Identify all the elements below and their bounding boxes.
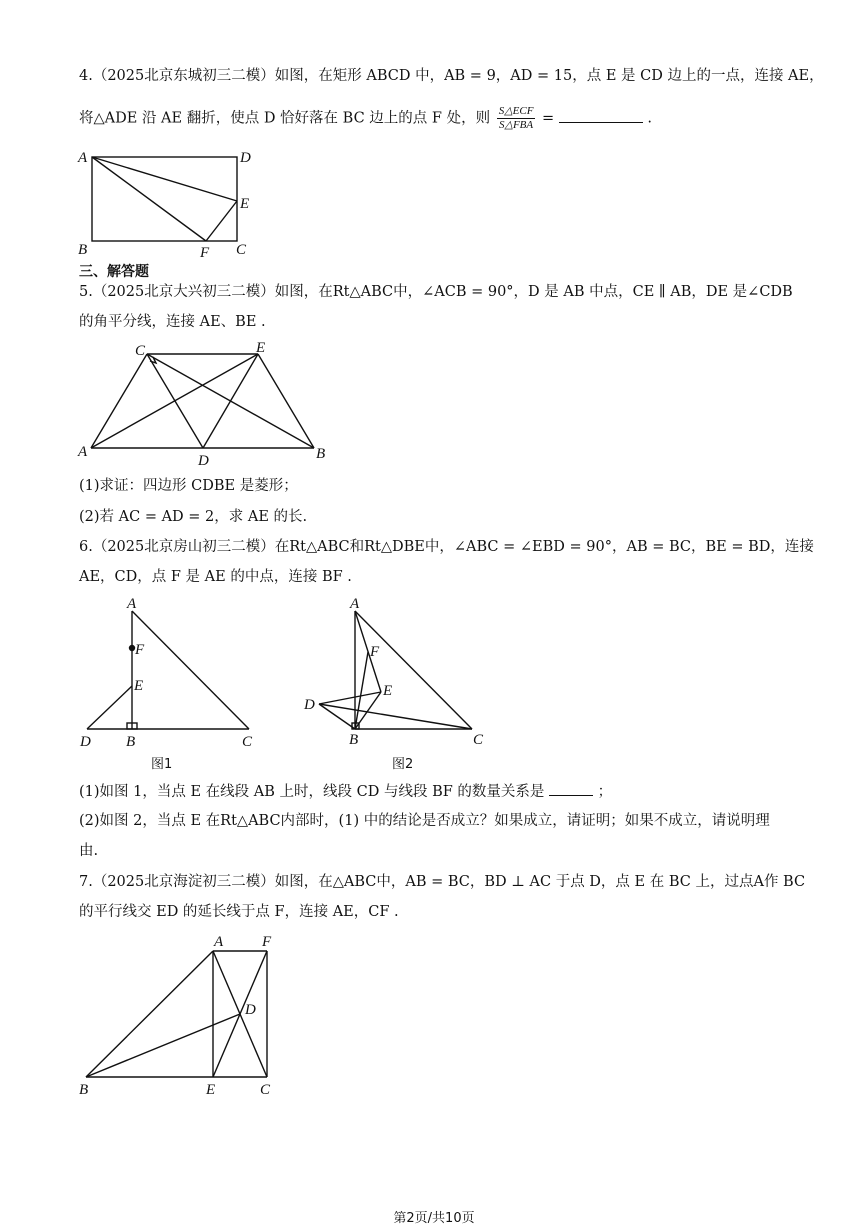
point-f [130, 646, 135, 651]
label-b: B [79, 1082, 89, 1098]
label-a: A [350, 596, 360, 612]
label-a: A [78, 444, 88, 460]
q4-line1: 4.（2025北京东城初三二模）如图，在矩形 ABCD 中，AB = 9，AD = 15，点 E 是 CD 边上的一点，连接 AE， [79, 68, 824, 84]
fraction-numerator: S△ECF [498, 105, 534, 117]
label-b: B [78, 242, 88, 258]
label-c: C [236, 242, 247, 258]
label-a: A [127, 596, 137, 612]
segment-ae [92, 157, 237, 201]
q6-part1-end: ； [597, 784, 613, 800]
figure-2-caption: 图2 [392, 757, 414, 772]
segment-ba [86, 951, 213, 1077]
segment-dc [319, 704, 472, 729]
figure-1-caption: 图1 [151, 757, 173, 772]
period: . [647, 110, 653, 127]
q6-figure2 [319, 611, 472, 729]
label-c: C [260, 1082, 271, 1098]
q4-line2-text: 将△ADE 沿 AE 翻折，使点 D 恰好落在 BC 边上的点 F 处，则 [79, 110, 491, 127]
label-c: C [242, 734, 253, 750]
q4-figure [92, 157, 237, 241]
label-f: F [370, 644, 380, 660]
q5-line1: 5.（2025北京大兴初三二模）如图，在Rt△ABC中，∠ACB = 90°，D 是 AB 中点，CE ∥ AB，DE 是∠CDB [79, 284, 793, 300]
q6-part2: (2)如图 2，当点 E 在Rt△ABC内部时，(1) 中的结论是否成立？如果成立，请证明；如果不成立，请说明理 [79, 813, 770, 829]
q6-line1: 6.（2025北京房山初三二模）在Rt△ABC和Rt△DBE中，∠ABC = ∠EBD = 90°，AB = BC，BE = BD，连接 [79, 539, 814, 555]
q6-line2: AE，CD，点 F 是 AE 的中点，连接 BF . [79, 569, 352, 585]
label-f: F [200, 245, 210, 261]
label-c: C [135, 343, 146, 359]
segment-de [319, 692, 381, 704]
label-d: D [80, 734, 91, 750]
segment-ac [355, 611, 472, 729]
q6-part2-cont: 由. [79, 843, 99, 859]
q6-part1-text: (1)如图 1，当点 E 在线段 AB 上时，线段 CD 与线段 BF 的数量关系是 [79, 784, 545, 800]
q5-part2: (2)若 AC = AD = 2，求 AE 的长. [79, 509, 308, 525]
page-footer: 第2页/共10页 [393, 1211, 475, 1226]
q5-line2: 的角平分线，连接 AE、BE . [79, 314, 266, 330]
label-d: D [304, 697, 315, 713]
q7-line1: 7.（2025北京海淀初三二模）如图，在△ABC中，AB = BC，BD ⊥ AC 于点 D，点 E 在 BC 上，过点A作 BC [79, 874, 806, 890]
label-f: F [135, 642, 145, 658]
q6-figure1 [87, 611, 249, 729]
label-d: D [198, 453, 209, 469]
segment-ac [132, 611, 249, 729]
label-d: D [245, 1002, 256, 1018]
segment-fe [206, 201, 237, 241]
q7-line2: 的平行线交 ED 的延长线于点 F，连接 AE，CF . [79, 904, 399, 920]
segment-ac [91, 354, 147, 448]
segment-de [87, 686, 132, 729]
label-e: E [383, 683, 393, 699]
label-f: F [262, 934, 272, 950]
label-b: B [316, 446, 326, 462]
segment-af [92, 157, 206, 241]
label-b: B [349, 732, 359, 748]
segment-eb [258, 354, 314, 448]
q5-figure [91, 354, 314, 448]
label-e: E [206, 1082, 216, 1098]
segment-db [319, 704, 355, 729]
label-e: E [134, 678, 144, 694]
label-c: C [473, 732, 484, 748]
q5-part1: (1)求证：四边形 CDBE 是菱形； [79, 478, 298, 494]
segment-de [203, 354, 258, 448]
label-b: B [126, 734, 136, 750]
label-a: A [214, 934, 224, 950]
label-e: E [256, 340, 266, 356]
equals-sign: = [542, 110, 559, 127]
section-heading: 三、解答题 [79, 264, 149, 280]
q7-figure [86, 951, 267, 1077]
segment-fb [355, 652, 368, 729]
label-e: E [240, 196, 250, 212]
label-a: A [78, 150, 88, 166]
segment-ae [91, 354, 258, 448]
fraction-denominator: S△FBA [499, 119, 534, 131]
label-d: D [240, 150, 251, 166]
